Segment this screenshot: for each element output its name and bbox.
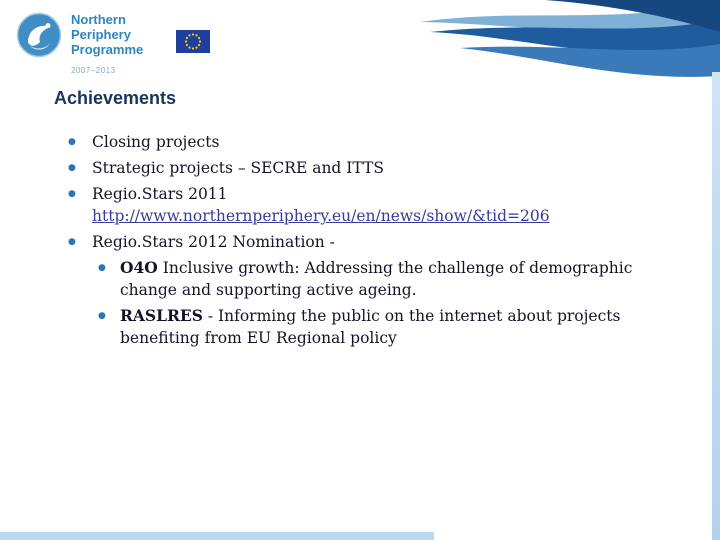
eu-flag-icon: [176, 30, 210, 57]
bullet-text: Strategic projects – SECRE and ITTS: [92, 159, 384, 177]
logo-years: 2007–2013: [71, 66, 116, 75]
sub-bullet-item-raslres: [98, 305, 653, 349]
regiostars-2011-link[interactable]: http://www.northernperiphery.eu/en/news/show/&tid=206: [92, 207, 550, 225]
npp-logo-text: [71, 12, 143, 78]
bullet-text: Closing projects: [92, 133, 220, 151]
round-bullet-icon: ●: [68, 189, 76, 199]
bullet-text: Regio.Stars 2012 Nomination -: [92, 233, 335, 251]
slide-title: Achievements: [54, 88, 177, 108]
sub-bullet-rest: - Informing the public on the internet about projects benefiting from EU Regional policy: [120, 307, 621, 347]
round-bullet-icon: ●: [98, 311, 106, 321]
bullet-item-regiostars-2011: [68, 183, 653, 227]
round-bullet-icon: ●: [68, 237, 76, 247]
bullet-text-line: Regio.Stars 2011: [92, 185, 228, 203]
bottom-edge-strip: [0, 532, 434, 540]
bullet-list: [68, 131, 653, 353]
bullet-text: [92, 183, 653, 227]
bullet-item-strategic-projects: [68, 157, 653, 179]
sub-bullet-text: [120, 305, 653, 349]
round-bullet-icon: ●: [68, 163, 76, 173]
sub-bullet-lead: RASLRES: [120, 306, 203, 325]
sub-bullet-lead: O4O: [120, 258, 158, 277]
npp-logo-icon: [16, 12, 62, 58]
bullet-item-regiostars-2012: [68, 231, 653, 253]
bullet-item-closing-projects: [68, 131, 653, 153]
sub-bullet-item-o4o: [98, 257, 653, 301]
sub-bullet-rest: Inclusive growth: Addressing the challenge of demographic change and supporting active ageing.: [120, 259, 633, 299]
logo-line-3: Programme: [71, 42, 144, 57]
npp-logo: [16, 12, 143, 78]
logo-line-2: Periphery: [71, 27, 131, 42]
round-bullet-icon: ●: [98, 263, 106, 273]
logo-line-1: Northern: [71, 12, 126, 27]
sub-bullet-text: [120, 257, 653, 301]
right-edge-strip: [712, 72, 720, 540]
round-bullet-icon: ●: [68, 137, 76, 147]
